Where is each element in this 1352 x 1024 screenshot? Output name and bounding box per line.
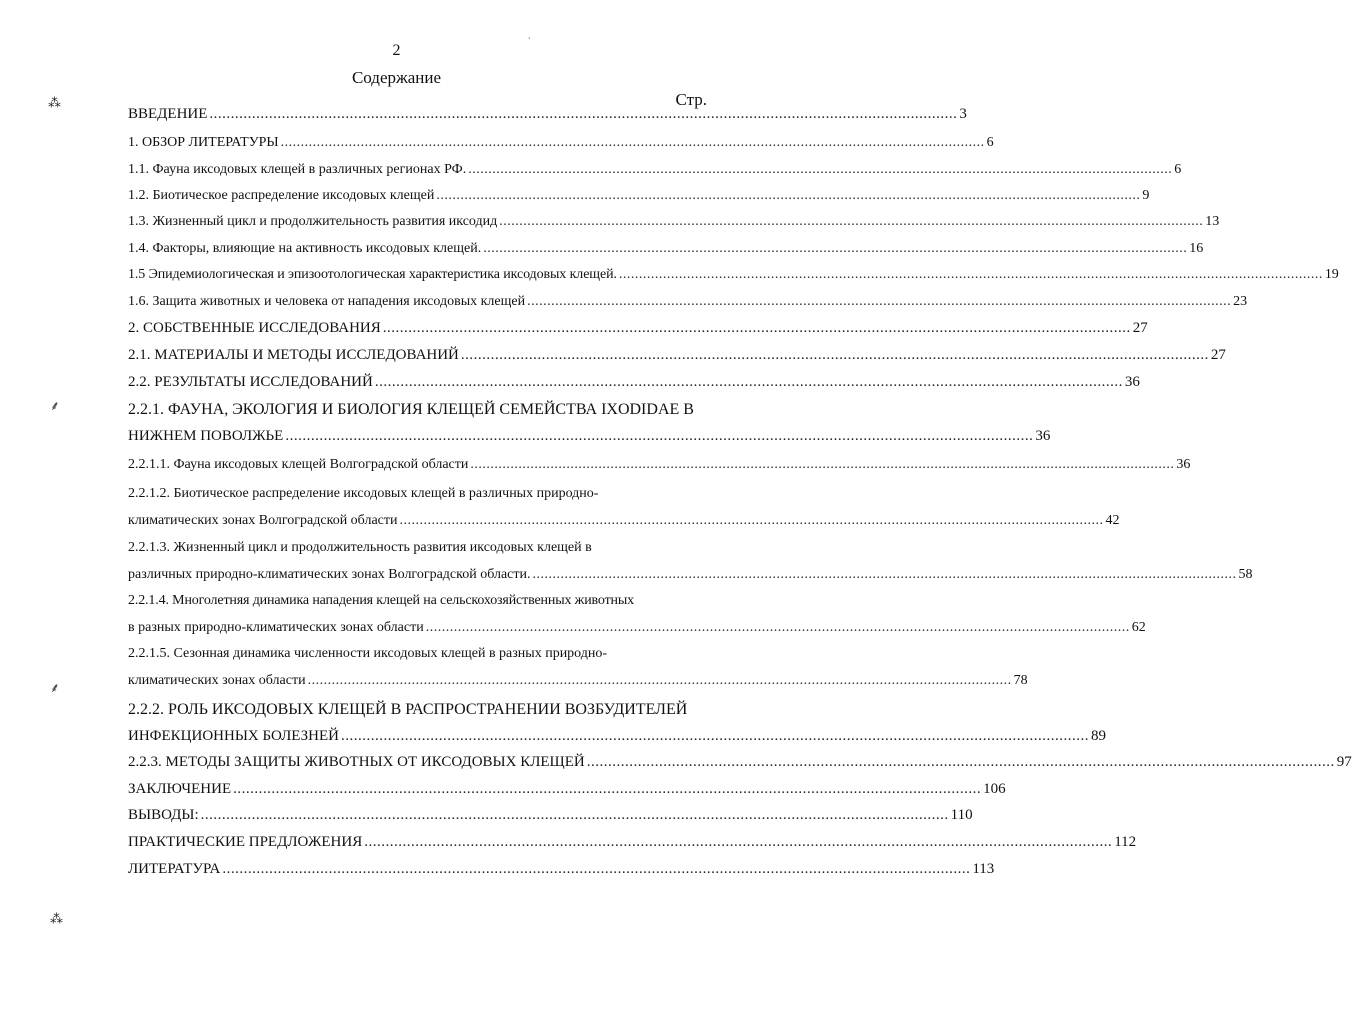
toc-entry-1-3[interactable]	[128, 214, 1220, 230]
toc-entry-1-4[interactable]	[128, 241, 1204, 257]
toc-entry-2-2-1-3[interactable]	[128, 567, 1253, 583]
toc-entry-page: 27	[1132, 320, 1148, 336]
toc-entry-text: в разных природно-климатических зонах области	[128, 620, 424, 635]
toc-entry-text: 1.3. Жизненный цикл и продолжительность развития иксодид	[128, 214, 498, 229]
toc-title: Содержание	[351, 68, 442, 87]
dot-leader: ................................................................................................................................................................................	[532, 567, 1237, 582]
dot-leader: ................................................................................................................................................................................	[200, 807, 949, 823]
toc-entry-page: 58	[1238, 567, 1253, 582]
dot-leader: ................................................................................................................................................................................	[209, 106, 958, 122]
toc-entry-page: 110	[950, 807, 973, 823]
scan-speck-mark: ⁂	[48, 96, 61, 111]
page-number: 2	[392, 42, 401, 59]
toc-entry-2-2-1-5[interactable]	[128, 673, 1028, 689]
toc-entry-1-2[interactable]	[128, 188, 1150, 204]
toc-entry-1-5[interactable]	[128, 267, 1339, 283]
toc-entry-text: 1.1. Фауна иксодовых клещей в различных регионах РФ.	[128, 162, 467, 177]
toc-entry-text: ВВЕДЕНИЕ	[128, 106, 208, 122]
toc-entry-literature[interactable]	[128, 861, 995, 878]
dot-leader: ................................................................................................................................................................................	[280, 135, 985, 150]
toc-entry-page: 62	[1131, 620, 1146, 635]
toc-entry-page: 23	[1233, 294, 1248, 309]
scan-speck-mark: ⸙	[50, 681, 60, 696]
toc-entry-2-2-2-line1: 2.2.2. РОЛЬ ИКСОДОВЫХ КЛЕЩЕЙ В РАСПРОСТРАНЕНИИ ВОЗБУДИТЕЛЕЙ	[128, 701, 688, 718]
toc-entry-1[interactable]	[128, 135, 994, 151]
toc-entry-page: 36	[1176, 457, 1191, 472]
toc-entry-2-2-1-4[interactable]	[128, 620, 1146, 636]
toc-entry-conclusion[interactable]	[128, 781, 1006, 798]
toc-entry-page: 27	[1210, 347, 1226, 363]
toc-entry-page: 89	[1090, 728, 1106, 744]
dot-leader: ................................................................................................................................................................................	[285, 428, 1034, 444]
toc-entry-2-2-2[interactable]	[128, 728, 1106, 745]
toc-entry-introduction[interactable]	[128, 106, 967, 123]
toc-entry-text: 1.2. Биотическое распределение иксодовых клещей	[128, 188, 435, 203]
toc-entry-proposals[interactable]	[128, 834, 1137, 851]
scan-speck-mark: ·	[528, 34, 531, 43]
toc-entry-2-2[interactable]	[128, 374, 1140, 391]
scan-speck-mark: ⁂	[50, 912, 63, 927]
toc-entry-page: 16	[1189, 241, 1204, 256]
dot-leader: ................................................................................................................................................................................	[586, 754, 1335, 770]
toc-entry-text: ЛИТЕРАТУРА	[128, 861, 221, 877]
dot-leader: ................................................................................................................................................................................	[499, 214, 1204, 229]
toc-entry-text: ИНФЕКЦИОННЫХ БОЛЕЗНЕЙ	[128, 728, 339, 744]
toc-entry-page: 13	[1205, 214, 1220, 229]
toc-entry-page: 97	[1336, 754, 1352, 770]
toc-entry-page: 36	[1035, 428, 1051, 444]
toc-entry-text: климатических зонах Волгоградской области	[128, 513, 398, 528]
dot-leader: ................................................................................................................................................................................	[436, 188, 1141, 203]
toc-entry-page: 3	[959, 106, 967, 122]
toc-entry-text: климатических зонах области	[128, 673, 306, 688]
toc-entry-page: 6	[1174, 162, 1182, 177]
toc-entry-page: 112	[1114, 834, 1137, 850]
toc-entry-text: 1.4. Факторы, влияющие на активность иксодовых клещей.	[128, 241, 482, 256]
toc-entry-page: 113	[972, 861, 995, 877]
toc-entry-text: 1.5 Эпидемиологическая и эпизоотологическая характеристика иксодовых клещей.	[128, 267, 617, 282]
toc-entry-text: ПРАКТИЧЕСКИЕ ПРЕДЛОЖЕНИЯ	[128, 834, 363, 850]
toc-entry-page: 36	[1124, 374, 1140, 390]
toc-entry-text: 2.2.1.1. Фауна иксодовых клещей Волгоградской области	[128, 457, 469, 472]
toc-entry-2-2-1-2-line1: 2.2.1.2. Биотическое распределение иксодовых клещей в различных природно-	[128, 486, 599, 501]
toc-entry-text: 1.6. Защита животных и человека от нападения иксодовых клещей	[128, 294, 526, 309]
toc-entry-page: 106	[983, 781, 1006, 797]
toc-entry-2-2-1[interactable]	[128, 428, 1051, 445]
toc-entry-2-1[interactable]	[128, 347, 1226, 364]
dot-leader: ................................................................................................................................................................................	[618, 267, 1323, 282]
dot-leader: ................................................................................................................................................................................	[307, 673, 1012, 688]
toc-entry-findings[interactable]	[128, 807, 973, 824]
toc-entry-page: 9	[1142, 188, 1150, 203]
toc-entry-text: 2.1. МАТЕРИАЛЫ И МЕТОДЫ ИССЛЕДОВАНИЙ	[128, 347, 459, 363]
dot-leader: ................................................................................................................................................................................	[399, 513, 1104, 528]
toc-entry-page: 78	[1013, 673, 1028, 688]
toc-entry-text: 2.2.3. МЕТОДЫ ЗАЩИТЫ ЖИВОТНЫХ ОТ ИКСОДОВЫХ КЛЕЩЕЙ	[128, 754, 585, 770]
dot-leader: ................................................................................................................................................................................	[483, 241, 1188, 256]
dot-leader: ................................................................................................................................................................................	[382, 320, 1131, 336]
toc-entry-text: различных природно-климатических зонах Волгоградской области.	[128, 567, 531, 582]
toc-entry-2-2-1-4-line1: 2.2.1.4. Многолетняя динамика нападения клещей на сельскохозяйственных животных	[128, 593, 634, 608]
toc-entry-1-6[interactable]	[128, 294, 1248, 310]
toc-entry-2[interactable]	[128, 320, 1148, 337]
dot-leader: ................................................................................................................................................................................	[374, 374, 1123, 390]
scan-speck-mark: ⸙	[50, 399, 60, 414]
toc-entry-page: 6	[986, 135, 994, 150]
toc-entry-text: НИЖНЕМ ПОВОЛЖЬЕ	[128, 428, 284, 444]
dot-leader: ................................................................................................................................................................................	[425, 620, 1130, 635]
page-column-label: Стр.	[675, 90, 707, 109]
toc-entry-2-2-3[interactable]	[128, 754, 1352, 771]
toc-entry-1-1[interactable]	[128, 162, 1182, 178]
toc-entry-page: 42	[1105, 513, 1120, 528]
toc-entry-2-2-1-line1: 2.2.1. ФАУНА, ЭКОЛОГИЯ И БИОЛОГИЯ КЛЕЩЕЙ СЕМЕЙСТВА IXODIDAE В	[128, 401, 694, 418]
toc-entry-text: 2.2. РЕЗУЛЬТАТЫ ИССЛЕДОВАНИЙ	[128, 374, 373, 390]
toc-entry-2-2-1-1[interactable]	[128, 457, 1191, 473]
dot-leader: ................................................................................................................................................................................	[340, 728, 1089, 744]
toc-entry-2-2-1-5-line1: 2.2.1.5. Сезонная динамика численности иксодовых клещей в разных природно-	[128, 646, 608, 661]
toc-entry-text: 1. ОБЗОР ЛИТЕРАТУРЫ	[128, 135, 279, 150]
toc-entry-page: 19	[1324, 267, 1339, 282]
dot-leader: ................................................................................................................................................................................	[470, 457, 1175, 472]
toc-entry-text: 2. СОБСТВЕННЫЕ ИССЛЕДОВАНИЯ	[128, 320, 381, 336]
dot-leader: ................................................................................................................................................................................	[460, 347, 1209, 363]
toc-entry-text: ЗАКЛЮЧЕНИЕ	[128, 781, 232, 797]
dot-leader: ................................................................................................................................................................................	[222, 861, 971, 877]
toc-entry-text: ВЫВОДЫ:	[128, 807, 199, 823]
dot-leader: ................................................................................................................................................................................	[468, 162, 1173, 177]
dot-leader: ................................................................................................................................................................................	[527, 294, 1232, 309]
dot-leader: ................................................................................................................................................................................	[364, 834, 1113, 850]
toc-entry-2-2-1-2[interactable]	[128, 513, 1120, 529]
dot-leader: ................................................................................................................................................................................	[233, 781, 982, 797]
toc-entry-2-2-1-3-line1: 2.2.1.3. Жизненный цикл и продолжительность развития иксодовых клещей в	[128, 540, 592, 555]
